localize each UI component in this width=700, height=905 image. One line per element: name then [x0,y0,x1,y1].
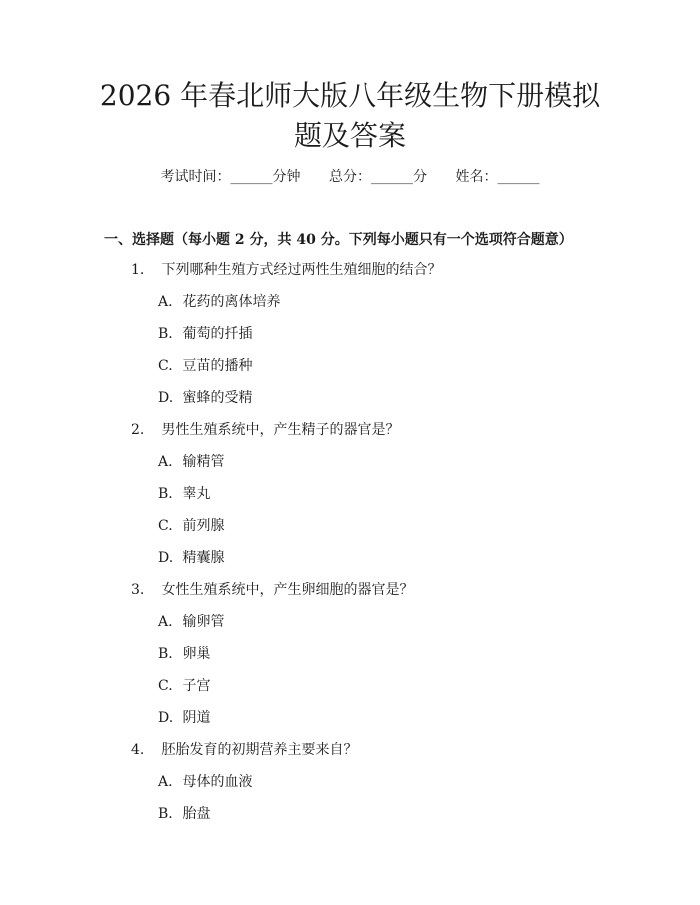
option-letter: A. [158,294,173,310]
option-text: 花药的离体培养 [182,294,281,310]
option-letter: C. [158,678,173,694]
option-letter: B. [158,806,173,822]
question-number: 4. [131,742,145,758]
question-4 [131,740,357,760]
question-2-option-c [158,516,224,536]
question-number: 1. [131,262,145,278]
option-letter: B. [158,646,173,662]
option-letter: D. [158,710,174,726]
option-letter: A. [158,774,173,790]
question-3-option-c [158,676,210,696]
question-1-option-a [158,292,280,312]
option-text: 胎盘 [182,806,211,822]
question-3-option-a [158,612,224,632]
option-text: 豆苗的播种 [182,358,253,374]
option-letter: A. [158,614,173,630]
question-1 [131,260,441,280]
question-number: 3. [131,582,145,598]
exam-time-field: 考试时间：______分钟 [160,169,301,185]
option-text: 前列腺 [182,518,225,534]
option-text: 睾丸 [182,486,211,502]
option-letter: C. [158,358,173,374]
question-4-option-a [158,772,252,792]
option-text: 精囊腺 [182,550,225,566]
option-text: 输卵管 [182,614,225,630]
question-1-option-d [158,388,252,408]
question-1-option-b [158,324,252,344]
question-2-option-d [158,548,224,568]
question-3-option-b [158,644,210,664]
section-title: 一、选择题（每小题 2 分，共 40 分。下列每小题只有一个选项符合题意） [104,232,573,248]
option-text: 母体的血液 [182,774,253,790]
question-text: 下列哪种生殖方式经过两性生殖细胞的结合？ [161,262,442,278]
document-title: 2026 年春北师大版八年级生物下册模拟题及答案 [99,79,601,152]
option-text: 卵巢 [182,646,211,662]
question-1-option-c [158,356,252,376]
option-letter: B. [158,326,173,342]
question-3 [131,580,413,600]
total-score-field: 总分：______分 [329,169,427,185]
option-letter: D. [158,390,174,406]
option-text: 子宫 [182,678,211,694]
option-text: 输精管 [182,454,225,470]
student-name-field: 姓名：______ [455,169,540,185]
question-2 [131,420,399,440]
question-text: 女性生殖系统中，产生卵细胞的器官是？ [161,582,414,598]
option-letter: B. [158,486,173,502]
option-letter: D. [158,550,174,566]
question-3-option-d [158,708,210,728]
option-text: 阴道 [182,710,211,726]
option-text: 蜜蜂的受精 [182,390,253,406]
question-2-option-a [158,452,224,472]
question-2-option-b [158,484,210,504]
option-letter: C. [158,518,173,534]
question-text: 男性生殖系统中，产生精子的器官是？ [161,422,400,438]
question-number: 2. [131,422,145,438]
option-text: 葡萄的扦插 [182,326,253,342]
option-letter: A. [158,454,173,470]
question-4-option-b [158,804,210,824]
question-text: 胚胎发育的初期营养主要来自？ [161,742,358,758]
exam-meta [0,166,700,188]
